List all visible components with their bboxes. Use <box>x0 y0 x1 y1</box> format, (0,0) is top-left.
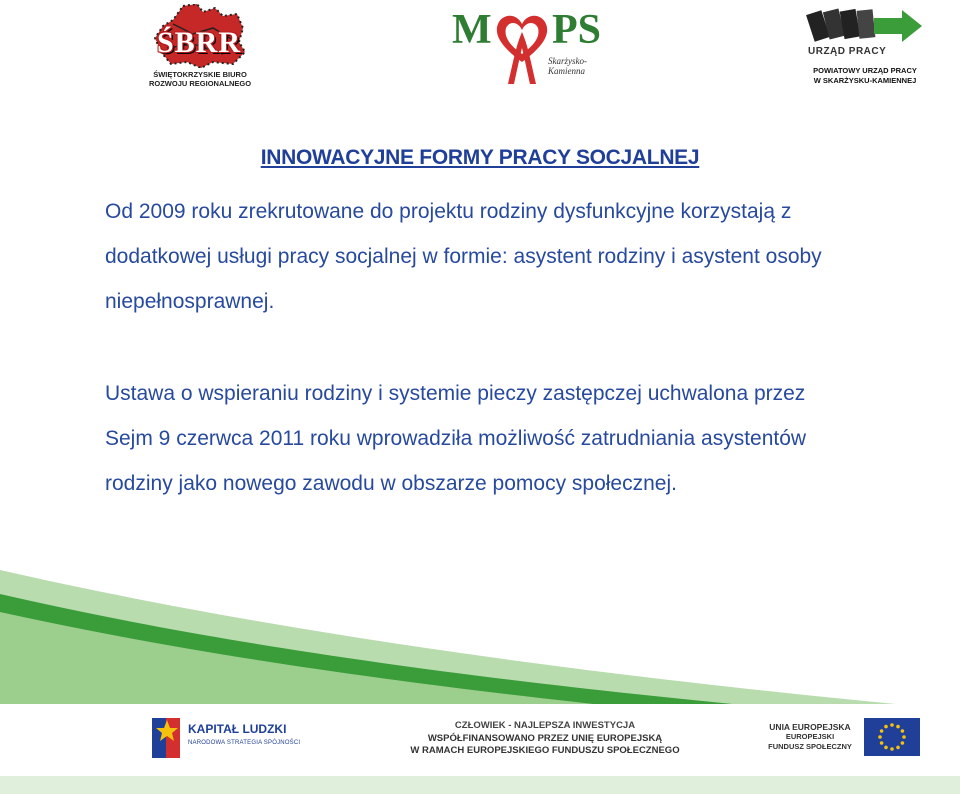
slogan: CZŁOWIEK - NAJLEPSZA INWESTYCJA <box>454 720 636 731</box>
kapital-ludzki-sub: NARODOWA STRATEGIA SPÓJNOŚCI <box>188 740 301 746</box>
pup-caption: POWIATOWY URZĄD PRACY W SKARŻYSKU-KAMIENNEJ <box>813 66 917 85</box>
paragraph-line: rodziny jako nowego zawodu w obszarze pomocy społecznej. <box>105 472 677 495</box>
page-title: INNOWACYJNE FORMY PRACY SOCJALNEJ <box>260 146 700 169</box>
sbrr-logo <box>145 4 255 90</box>
paragraph-law <box>105 371 955 506</box>
cofinancing-statement <box>395 720 695 758</box>
paragraph-line: niepełnosprawnej. <box>105 290 275 313</box>
eu-caption: UNIA EUROPEJSKA EUROPEJSKI FUNDUSZ SPOŁECZNY <box>768 722 852 751</box>
cofinancing-line: W RAMACH EUROPEJSKIEGO FUNDUSZU SPOŁECZNEGO <box>410 745 680 756</box>
mops-letters-ps: PS <box>552 7 602 53</box>
paragraph-line: dodatkowej usługi pracy socjalnej w formie: asystent rodziny i asystent osoby <box>105 245 822 268</box>
heart-ribbon-icon <box>494 12 550 86</box>
paragraph-line: Sejm 9 czerwca 2011 roku wprowadziła możliwość zatrudniania asystentów <box>105 427 807 450</box>
paragraph-line: Ustawa o wspieraniu rodziny i systemie pieczy zastępczej uchwalona przez <box>105 382 806 405</box>
mops-city-script: Skarżysko-Kamienna <box>548 56 587 76</box>
mops-letter-m: M <box>452 7 492 53</box>
footer-strip <box>0 776 960 794</box>
pup-logo <box>806 4 926 88</box>
sbrr-caption: ŚWIĘTOKRZYSKIE BIURO ROZWOJU REGIONALNEGO <box>148 70 252 88</box>
cofinancing-line: WSPÓŁFINANSOWANO PRZEZ UNIĘ EUROPEJSKĄ <box>427 732 663 744</box>
eu-logo <box>760 716 930 762</box>
mops-logo <box>452 6 622 88</box>
paragraph-line: Od 2009 roku zrekrutowane do projektu rodziny dysfunkcyjne korzystają z <box>105 200 792 223</box>
kapital-ludzki-logo <box>150 712 310 764</box>
eu-flag-icon <box>864 718 920 756</box>
star-flag-icon <box>150 714 184 760</box>
pup-office-label: URZĄD PRACY <box>808 46 887 57</box>
kapital-ludzki-name: KAPITAŁ LUDZKI <box>188 722 287 736</box>
paragraph-program <box>105 189 960 324</box>
sbrr-brand: ŚBRR <box>156 26 242 59</box>
cards-arrow-icon <box>806 4 924 48</box>
